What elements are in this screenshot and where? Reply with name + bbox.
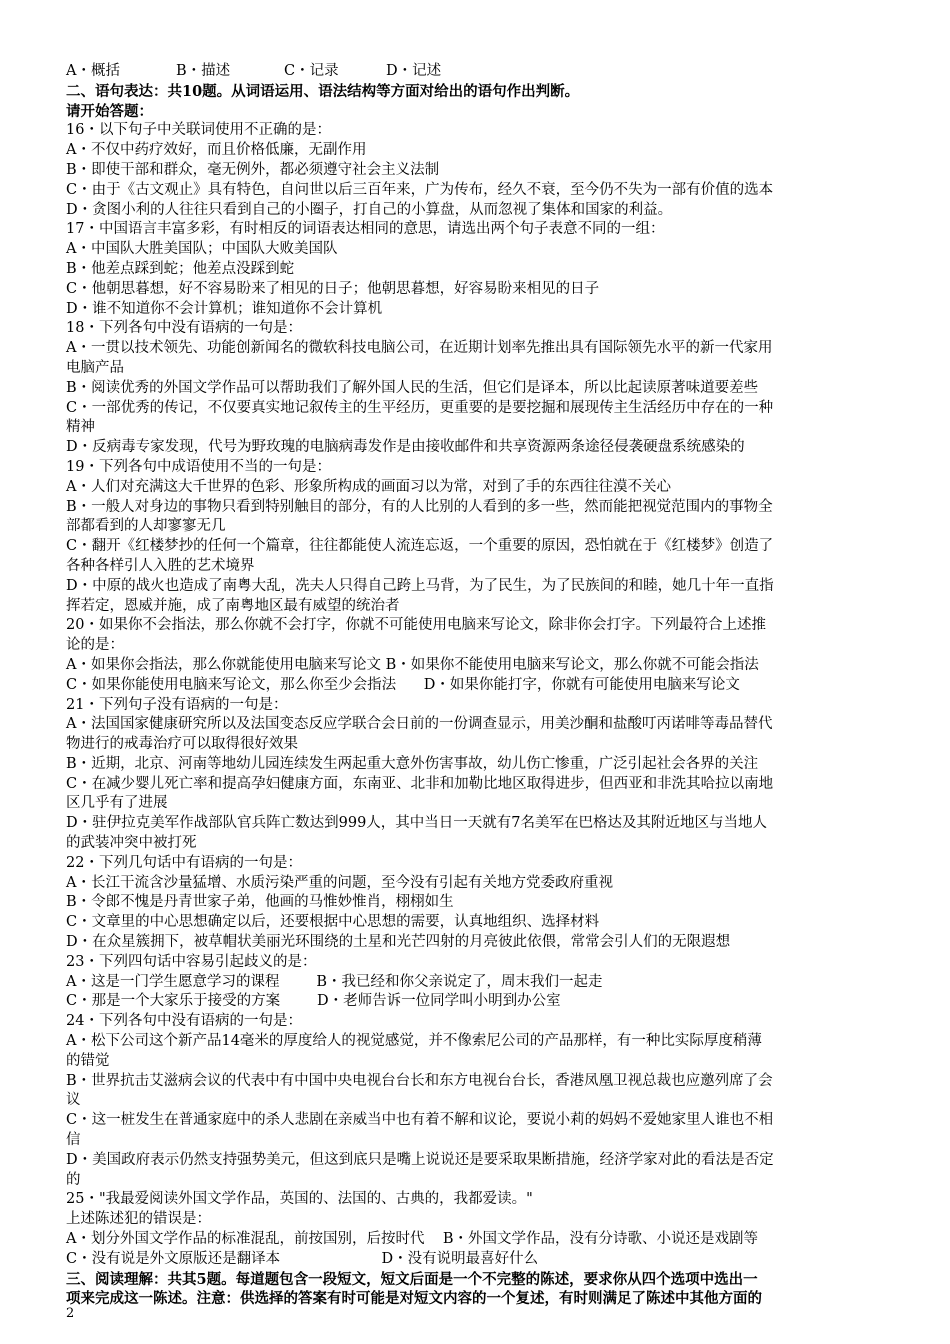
text-line: 议 (66, 1092, 81, 1109)
text-line: B・阅读优秀的外国文学作品可以帮助我们了解外国人民的生活，但它们是译本，所以比起读原著味道要差些 (66, 379, 759, 396)
text-line: A・划分外国文学作品的标准混乱，前按国别，后按时代 B・外国文学作品，没有分诗歌、小说还是戏剧等 (66, 1231, 759, 1248)
text-line: D・反病毒专家发现，代号为野玫瑰的电脑病毒发作是由接收邮件和共享资源两条途径侵袭硬盘系统感染的 (66, 439, 745, 456)
text-line: B・一般人对身边的事物只看到特别触目的部分，有的人比别的人看到的多一些，然而能把视觉范围内的事物全 (66, 498, 773, 515)
text-line: 的武装冲突中被打死 (66, 835, 197, 852)
text-line: A・人们对充满这大千世界的色彩、形象所构成的画面习以为常，对到了手的东西往往漠不关心 (66, 478, 671, 495)
text-line: C・没有说是外文原版还是翻译本 D・没有说明最喜好什么 (66, 1250, 539, 1267)
text-line: 20・如果你不会指法，那么你就不会打字，你就不可能使用电脑来写论文，除非你会打字。下列最符合上述推 (66, 617, 766, 634)
text-line: B・令郎不愧是丹青世家子弟，他画的马惟妙惟肖，栩栩如生 (66, 894, 454, 911)
text-line: 的错觉 (66, 1052, 110, 1069)
text-line: D・在众星簇拥下，被草帽状美丽光环围绕的土星和光芒四射的月亮彼此依偎，常常会引人们的无限遐想 (66, 934, 731, 951)
text-line: 挥若定，恩威并施，成了南粤地区最有威望的统治者 (66, 597, 400, 614)
text-line: B・近期，北京、河南等地幼儿园连续发生两起重大意外伤害事故，幼儿伤亡惨重，广泛引起社会各界的关注 (66, 755, 759, 772)
text-line: 22・下列几句话中有语病的一句是： (66, 854, 302, 871)
text-line: C・翻开《红楼梦抄的任何一个篇章，往往都能使人流连忘返，一个重要的原因，恐怕就在于《红楼梦》创造了 (66, 538, 774, 555)
text-line: C・在减少婴儿死亡率和提高孕妇健康方面，东南亚、北非和加勒比地区取得进步，但西亚和非洗其哈拉以南地 (66, 775, 774, 792)
text-line: 上述陈述犯的错误是： (66, 1211, 211, 1228)
text-line: 部都看到的人却寥寥无几 (66, 518, 226, 535)
text-line: C・由于《古文观止》具有特色，自问世以后三百年来，广为传布，经久不衰，至今仍不失为一部有价值的选本 (66, 181, 774, 198)
text-line: C・一部优秀的传记，不仅要真实地记叙传主的生平经历，更重要的是要挖掘和展现传主生活经历中存在的一种 (66, 399, 774, 416)
text-line: C・那是一个大家乐于接受的方案 D・老师告诉一位同学叫小明到办公室 (66, 993, 561, 1010)
text-line: C・他朝思暮想，好不容易盼来了相见的日子；他朝思暮想，好容易盼来相见的日子 (66, 280, 600, 297)
text-line: A・法国国家健康研究所以及法国变态反应学联合会日前的一份调查显示，用美沙酮和盐酸叮丙诺啡等毒品替代 (66, 716, 773, 733)
option-c: C・记录 (284, 63, 339, 79)
text-line: D・美国政府表示仍然支持强势美元，但这到底只是嘴上说说还是要采取果断措施，经济学家对此的看法是否定 (66, 1151, 774, 1168)
text-line: B・世界抗击艾滋病会议的代表中有中国中央电视台台长和东方电视台台长，香港凤凰卫视总裁也应邀列席了会 (66, 1072, 773, 1089)
text-line: 21・下列句子没有语病的一句是： (66, 696, 288, 713)
text-line: 16・以下句子中关联词使用不正确的是： (66, 122, 331, 139)
option-a: A・概括 (66, 63, 120, 79)
text-line: D・中原的战火也造成了南粤大乱，冼夫人只得自己跨上马背，为了民生，为了民族间的和睦，她几十年一直指 (66, 577, 774, 594)
text-line: A・这是一门学生愿意学习的课程 B・我已经和你父亲说定了，周末我们一起走 (66, 973, 603, 990)
text-line: 区几乎有了进展 (66, 795, 168, 812)
text-line: 信 (66, 1132, 81, 1149)
text-line: 电脑产品 (66, 359, 124, 376)
text-line: 19・下列各句中成语使用不当的一句是： (66, 458, 331, 475)
text-line: 各种各样引人入胜的艺术境界 (66, 557, 255, 574)
text-line: B・即使干部和群众，毫无例外，都必须遵守社会主义法制 (66, 161, 440, 178)
text-line: 18・下列各句中没有语病的一句是： (66, 320, 302, 337)
document-page (66, 62, 888, 1309)
text-line: B・他差点踩到蛇；他差点没踩到蛇 (66, 260, 295, 277)
text-line: A・如果你会指法，那么你就能使用电脑来写论文 B・如果你不能使用电脑来写论文，那么你就不可能会指法 (66, 656, 759, 673)
text-line: C・这一桩发生在普通家庭中的杀人悲剧在亲威当中也有着不解和议论，要说小莉的妈妈不爱她家里人谁也不相 (66, 1112, 774, 1129)
section3-heading-line1: 三、阅读理解：共其5题。每道题包含一段短文，短文后面是一个不完整的陈述，要求你从四个选项中选出一 (66, 1270, 758, 1288)
text-line: 17・中国语言丰富多彩，有时相反的词语表达相同的意思，请选出两个句子表意不同的一组： (66, 221, 665, 238)
text-line: C・如果你能使用电脑来写论文，那么你至少会指法 D・如果你能打字，你就有可能使用电脑来写论文 (66, 676, 740, 693)
page-number: 2 (66, 1306, 75, 1321)
start-label: 请开始答题： (66, 102, 153, 120)
section2-heading: 二、语句表达：共10题。从词语运用、语法结构等方面对给出的语句作出判断。 (66, 82, 580, 100)
text-line: 23・下列四句话中容易引起歧义的是： (66, 953, 317, 970)
text-line: C・文章里的中心思想确定以后，还要根据中心思想的需要，认真地组织、选择材料 (66, 914, 600, 931)
text-line: D・贪图小利的人往往只看到自己的小圈子，打自己的小算盘，从而忽视了集体和国家的利益。 (66, 201, 673, 218)
text-line: 的 (66, 1171, 81, 1188)
question-list (66, 121, 888, 1269)
text-line: D・谁不知道你不会计算机；谁知道你不会计算机 (66, 300, 383, 317)
text-line: A・一贯以技术领先、功能创新闻名的微软科技电脑公司，在近期计划率先推出具有国际领先水平的新一代家用 (66, 340, 773, 357)
text-line: 精神 (66, 419, 95, 436)
section3-heading-line2: 项来完成这一陈述。注意：供选择的答案有时可能是对短文内容的一个复述，有时则满足了陈述中其他方面的 (66, 1290, 762, 1308)
text-line: 物进行的戒毒治疗可以取得很好效果 (66, 736, 298, 753)
text-line: A・长江干流含沙量猛增、水质污染严重的问题，至今没有引起有关地方党委政府重视 (66, 874, 613, 891)
text-line: A・松下公司这个新产品14毫米的厚度给人的视觉感觉，并不像索尼公司的产品那样，有一种比实际厚度稍薄 (66, 1033, 762, 1050)
text-line: A・不仅中药疗效好，而且价格低廉，无副作用 (66, 142, 367, 159)
text-line: 25・"我最爱阅读外国文学作品，英国的、法国的、古典的，我都爱读。" (66, 1191, 533, 1208)
text-line: 24・下列各句中没有语病的一句是： (66, 1013, 302, 1030)
text-line: D・驻伊拉克美军作战部队官兵阵亡数达到999人，其中当日一天就有7名美军在巴格达及其附近地区与当地人 (66, 815, 768, 832)
option-d: D・记述 (386, 63, 442, 79)
option-b: B・描述 (176, 63, 231, 79)
text-line: 论的是： (66, 637, 124, 654)
text-line: A・中国队大胜美国队；中国队大败美国队 (66, 241, 338, 258)
top-options-row (66, 62, 888, 82)
